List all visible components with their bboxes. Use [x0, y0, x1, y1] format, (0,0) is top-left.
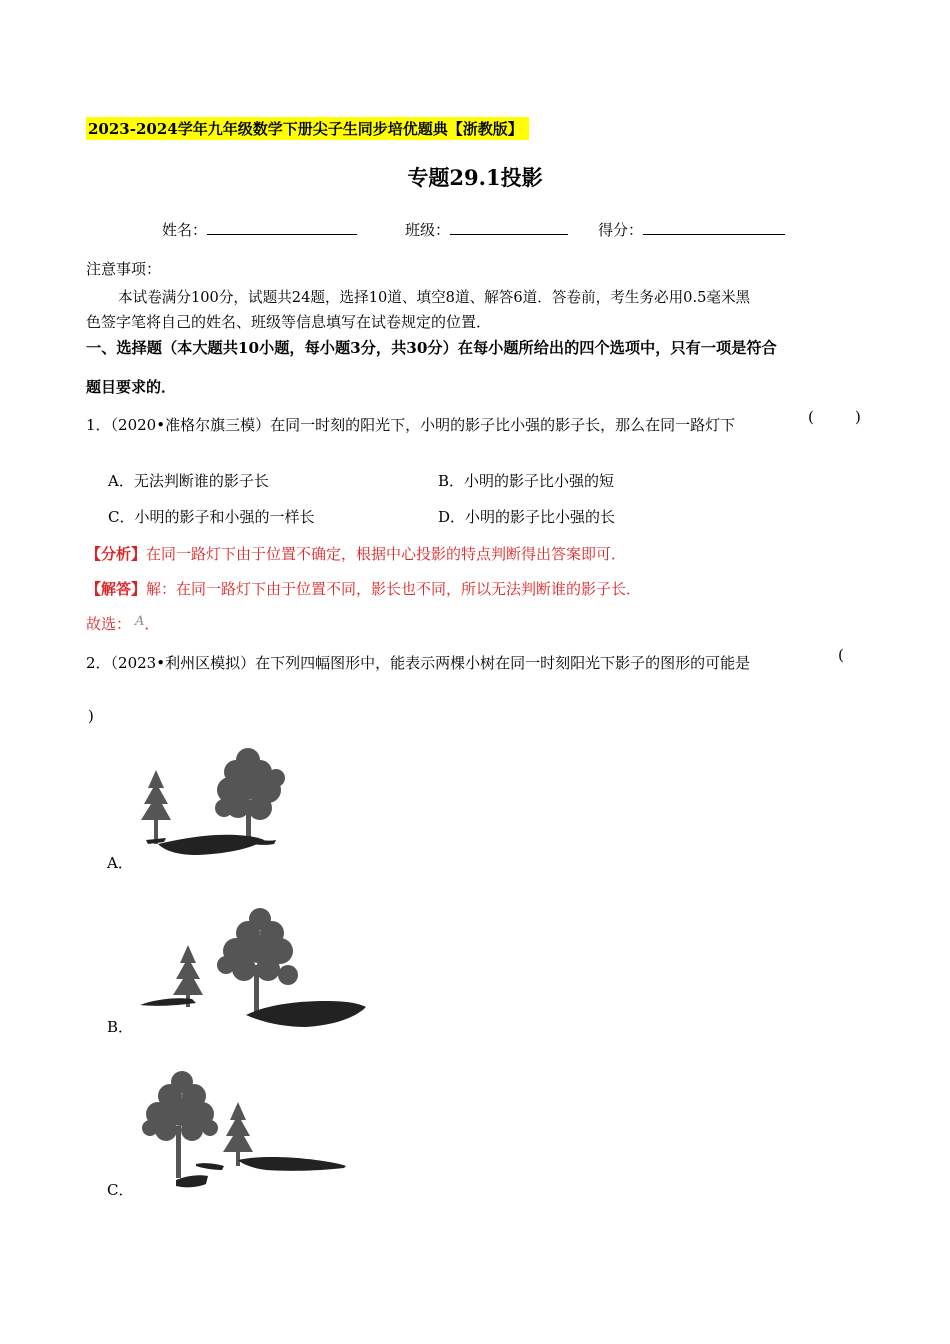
q1-option-c[interactable]: C．小明的影子和小强的一样长: [108, 508, 315, 526]
q1-option-d[interactable]: D．小明的影子比小强的长: [438, 508, 616, 526]
shadow-shape: [176, 1157, 346, 1187]
q2-label-b: B．: [107, 1018, 134, 1036]
q2-label-a: A．: [107, 854, 133, 872]
q2-figure-b[interactable]: [136, 905, 376, 1030]
q1-option-a[interactable]: A．无法判断谁的影子长: [108, 472, 269, 490]
q1-answer: [86, 578, 641, 599]
q1-choice-value: A: [135, 614, 145, 629]
small-tree-icon: [223, 1102, 253, 1152]
small-tree-icon: [141, 770, 171, 820]
name-blank[interactable]: [207, 220, 357, 235]
class-field: [405, 219, 568, 240]
q1-paren-close: ): [855, 408, 861, 426]
q2-figure-c[interactable]: [136, 1068, 356, 1193]
q2-label-c: C．: [107, 1181, 134, 1199]
section-heading-line-1: 一、选择题（本大题共10小题，每小题3分，共30分）在每小题所给出的四个选项中，只有一项是符合: [86, 339, 777, 357]
q1-choice-end: ．: [144, 615, 160, 633]
section-heading-line-2: 题目要求的．: [86, 378, 177, 396]
notes-heading: 注意事项：: [86, 260, 162, 278]
score-field: [598, 219, 785, 240]
q1-answer-tag: 【解答】: [86, 580, 147, 598]
q1-answer-text: 解：在同一路灯下由于位置不同，影长也不同，所以无法判断谁的影子长．: [146, 580, 642, 598]
class-blank[interactable]: [450, 220, 568, 235]
q1-paren-open: (: [808, 408, 814, 426]
q1-stem: 1．（2020•准格尔旗三模）在同一时刻的阳光下，小明的影子比小强的影子长，那么在同一路灯下: [86, 416, 736, 434]
score-label: 得分：: [598, 221, 644, 239]
shadow-shape: [140, 998, 366, 1027]
notes-line-2: 色签字笔将自己的姓名、班级等信息填写在试卷规定的位置．: [86, 313, 492, 331]
q1-analysis-text: 在同一路灯下由于位置不确定，根据中心投影的特点判断得出答案即可．: [146, 545, 627, 563]
q1-choice: [86, 613, 159, 634]
score-blank[interactable]: [643, 220, 785, 235]
q2-paren-close: ): [88, 707, 94, 725]
q2-paren-open: (: [838, 646, 844, 664]
big-tree-icon: [215, 748, 285, 840]
header-banner: 2023-2024学年九年级数学下册尖子生同步培优题典【浙教版】: [86, 117, 529, 140]
small-tree-icon: [173, 945, 203, 995]
big-tree-icon: [217, 908, 298, 1017]
class-label: 班级：: [405, 221, 451, 239]
notes-line-1: 本试卷满分100分，试题共24题，选择10道、填空8道、解答6道．答卷前，考生务必用0.5毫米黑: [118, 289, 751, 306]
q1-analysis-tag: 【分析】: [86, 545, 147, 563]
big-tree-icon: [142, 1071, 218, 1178]
q1-option-b[interactable]: B．小明的影子比小强的短: [438, 472, 615, 490]
q2-figure-a[interactable]: [136, 740, 316, 860]
q1-analysis: [86, 543, 626, 564]
shadow-shape: [146, 835, 276, 855]
q2-stem: 2．（2023•利州区模拟）在下列四幅图形中，能表示两棵小树在同一时刻阳光下影子的图形的可能是: [86, 654, 751, 672]
page-title: 专题29.1投影: [407, 165, 543, 190]
name-field: [162, 219, 357, 240]
name-label: 姓名：: [162, 221, 208, 239]
q1-choice-label: 故选：: [86, 615, 132, 633]
